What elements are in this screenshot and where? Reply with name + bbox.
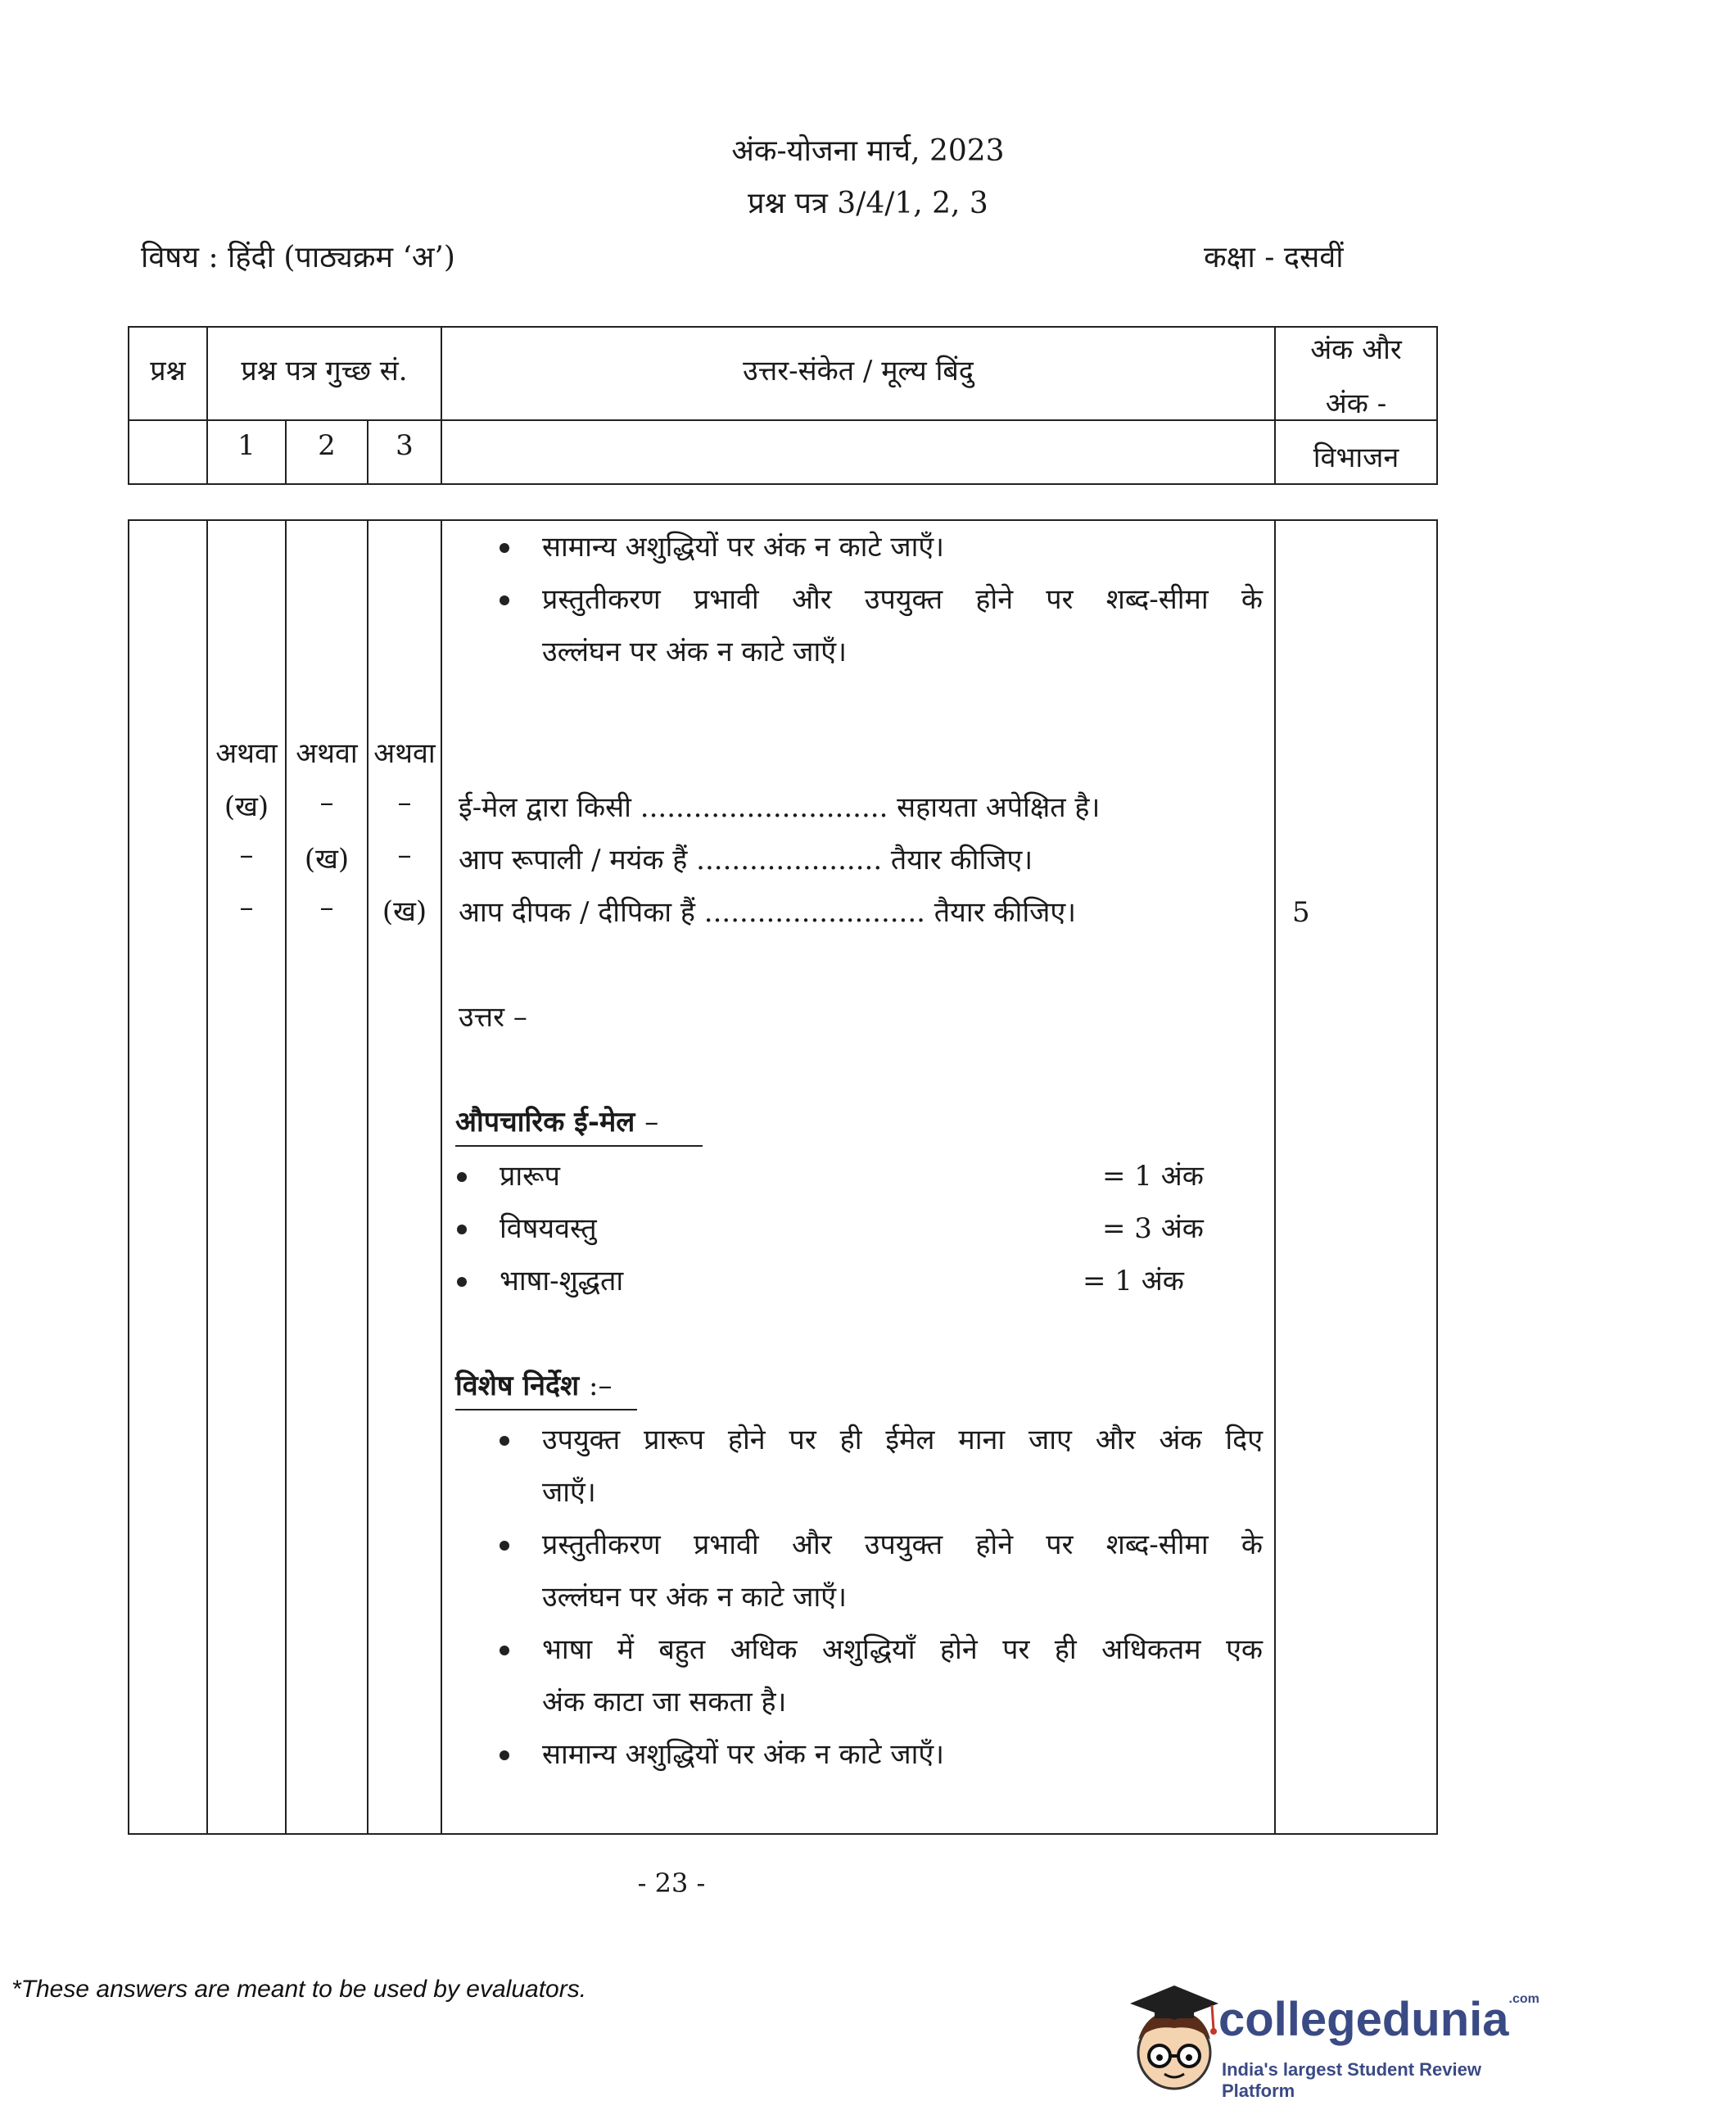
scheme-marks: = 1 अंक [1102,1160,1204,1193]
special-heading-suffix: :– [589,1370,613,1402]
list-item-continuation: उल्लंघन पर अंक न काटे जाएँ। [542,636,847,668]
set2-kha: (ख) [304,843,350,876]
page-title: अंक-योजना मार्च, 2023 [731,134,1005,168]
brand-name [1218,1992,1539,2047]
scheme-item: प्रारूप [500,1150,560,1202]
formal-email-heading-text: औपचारिक ई-मेल [455,1106,635,1139]
col-question: प्रश्न [150,355,186,387]
athva-set1: अथवा [215,737,278,770]
subject-label: विषय : हिंदी (पाठ्यक्रम ‘अ’) [141,241,455,274]
class-label: कक्षा - दसवीं [1204,241,1344,274]
list-item: सामान्य अशुद्धियों पर अंक न काटे जाएँ। [542,1728,944,1781]
evaluator-note: *These answers are meant to be used by evaluators. [11,1976,587,2003]
heading-underline [455,1409,637,1410]
set1-dash: – [239,891,254,924]
col-answer: उत्तर-संकेत / मूल्य बिंदु [743,355,974,387]
list-item: भाषा में बहुत अधिक अशुद्धियाँ होने पर ही अधिकतम एक [542,1623,1263,1676]
scheme-item: भाषा-शुद्धता [500,1255,623,1307]
formal-email-heading [455,1096,658,1148]
marks-total: 5 [1292,896,1310,929]
set3-dash: – [397,786,412,819]
answer-label: उत्तर – [459,1001,527,1034]
set2-dash: – [319,786,334,819]
col-set-number: प्रश्न पत्र गुच्छ सं. [241,355,408,387]
brand-wordmark: collegedunia [1218,1993,1509,2046]
list-item-continuation: जाएँ। [542,1476,596,1509]
list-item: सामान्य अशुद्धियों पर अंक न काटे जाएँ। [542,521,944,573]
set1-kha: (ख) [224,790,269,823]
scheme-item: विषयवस्तु [500,1202,597,1255]
scheme-marks: = 1 अंक [1083,1265,1184,1297]
list-item-continuation: उल्लंघन पर अंक न काटे जाएँ। [542,1581,847,1614]
athva-set2: अथवा [296,737,358,770]
brand-com: .com [1508,1992,1539,2006]
list-item: उपयुक्त प्रारूप होने पर ही ईमेल माना जाए और अंक दिए [542,1414,1263,1466]
list-item: प्रस्तुतीकरण प्रभावी और उपयुक्त होने पर शब्द-सीमा के [542,573,1263,626]
special-instructions-heading [455,1360,612,1412]
col-marks-line3: विभाजन [1313,441,1399,474]
scheme-marks: = 3 अंक [1102,1212,1204,1245]
paper-code: प्रश्न पत्र 3/4/1, 2, 3 [748,187,988,220]
set3-dash: – [397,839,412,872]
list-item-continuation: अंक काटा जा सकता है। [542,1686,787,1718]
col-marks-line2: अंक - [1325,387,1387,420]
formal-email-heading-dash: – [644,1106,659,1139]
set3-kha: (ख) [382,895,427,928]
collegedunia-mascot-icon [1122,1982,1227,2097]
page-number: - 23 - [637,1868,706,1899]
brand-tagline: India's largest Student Review Platform [1222,2059,1481,2101]
question-set3: आप दीपक / दीपिका हैं ......................... तैयार कीजिए। [459,896,1077,929]
heading-underline [455,1145,703,1147]
set-number-3: 3 [396,429,414,462]
col-marks-line1: अंक और [1310,333,1402,366]
question-set1: ई-मेल द्वारा किसी ............................ सहायता अपेक्षित है। [459,791,1101,824]
list-item: प्रस्तुतीकरण प्रभावी और उपयुक्त होने पर शब्द-सीमा के [542,1519,1263,1571]
set-number-1: 1 [237,429,255,462]
athva-set3: अथवा [373,737,436,770]
question-set2: आप रूपाली / मयंक हैं ..................... तैयार कीजिए। [459,844,1033,876]
set2-dash: – [319,891,334,924]
special-heading-text: विशेष निर्देश [455,1370,580,1402]
set1-dash: – [239,839,254,872]
set-number-2: 2 [318,429,336,462]
